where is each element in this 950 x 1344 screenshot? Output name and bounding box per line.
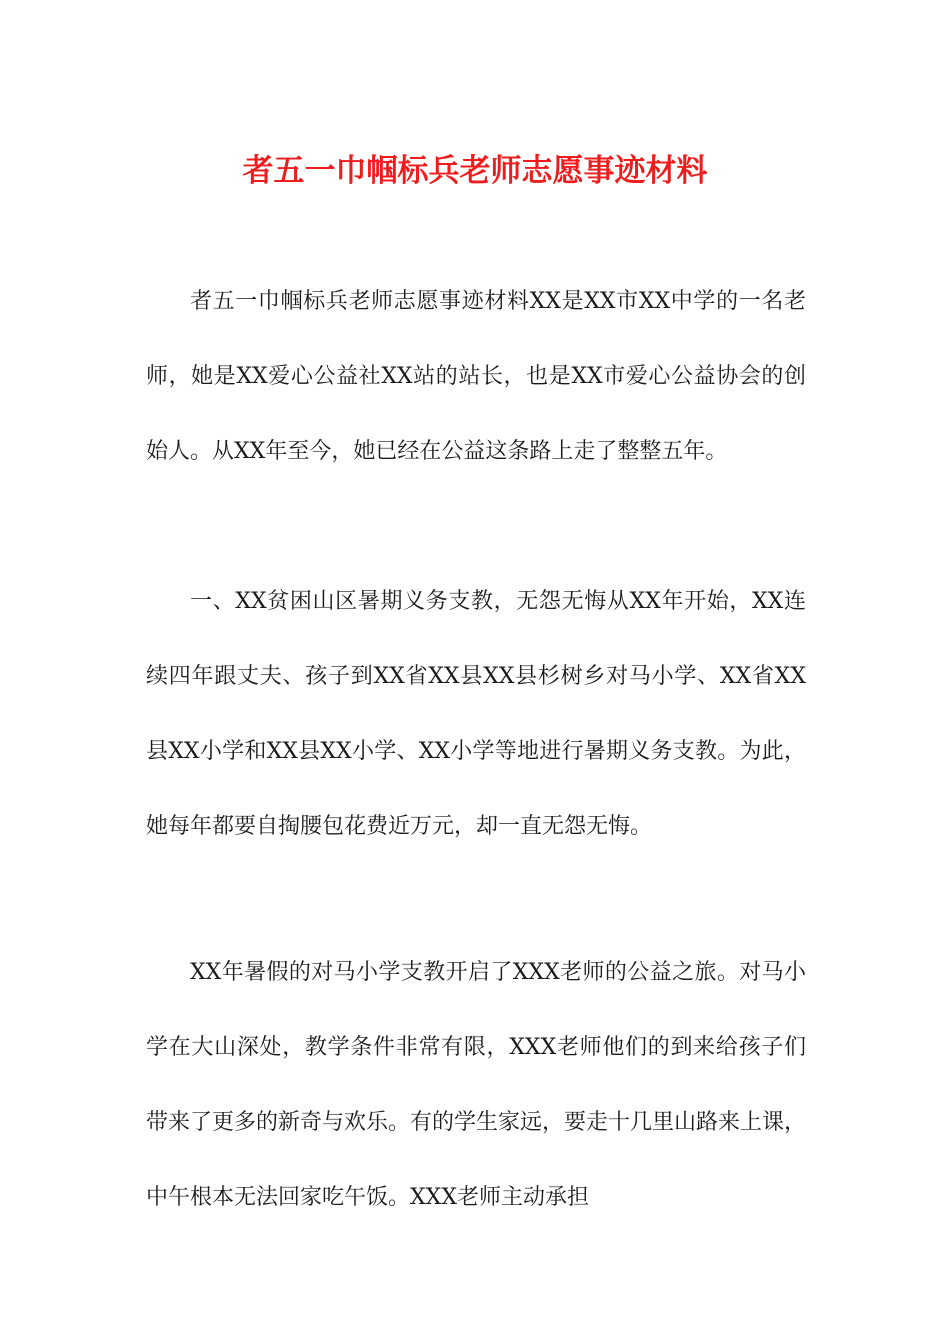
paragraph-text: 一、XX贫困山区暑期义务支教，无怨无悔从XX年开始，XX连续四年跟丈夫、孩子到XX省XX县XX县杉树乡对马小学、XX省XX县XX小学和XX县XX小学、XX小学等地进行暑期义务支教。为此，她每年都要自掏腰包花费近万元，却一直无怨无悔。 (146, 589, 806, 839)
paragraph-text: XX年暑假的对马小学支教开启了XXX老师的公益之旅。对马小学在大山深处，教学条件非常有限，XXX老师他们的到来给孩子们带来了更多的新奇与欢乐。有的学生家远，要走十几里山路来上课，中午根本无法回家吃午饭。XXX老师主动承担 (146, 960, 807, 1210)
document-title: 者五一巾帼标兵老师志愿事迹材料 (242, 153, 708, 189)
paragraph-3 (146, 935, 806, 1235)
paragraph-1 (146, 264, 806, 489)
paragraph-2 (146, 564, 806, 864)
paragraph-text: 者五一巾帼标兵老师志愿事迹材料XX是XX市XX中学的一名老师，她是XX爱心公益社XX站的站长，也是XX市爱心公益协会的创始人。从XX年至今，她已经在公益这条路上走了整整五年。 (146, 289, 806, 464)
